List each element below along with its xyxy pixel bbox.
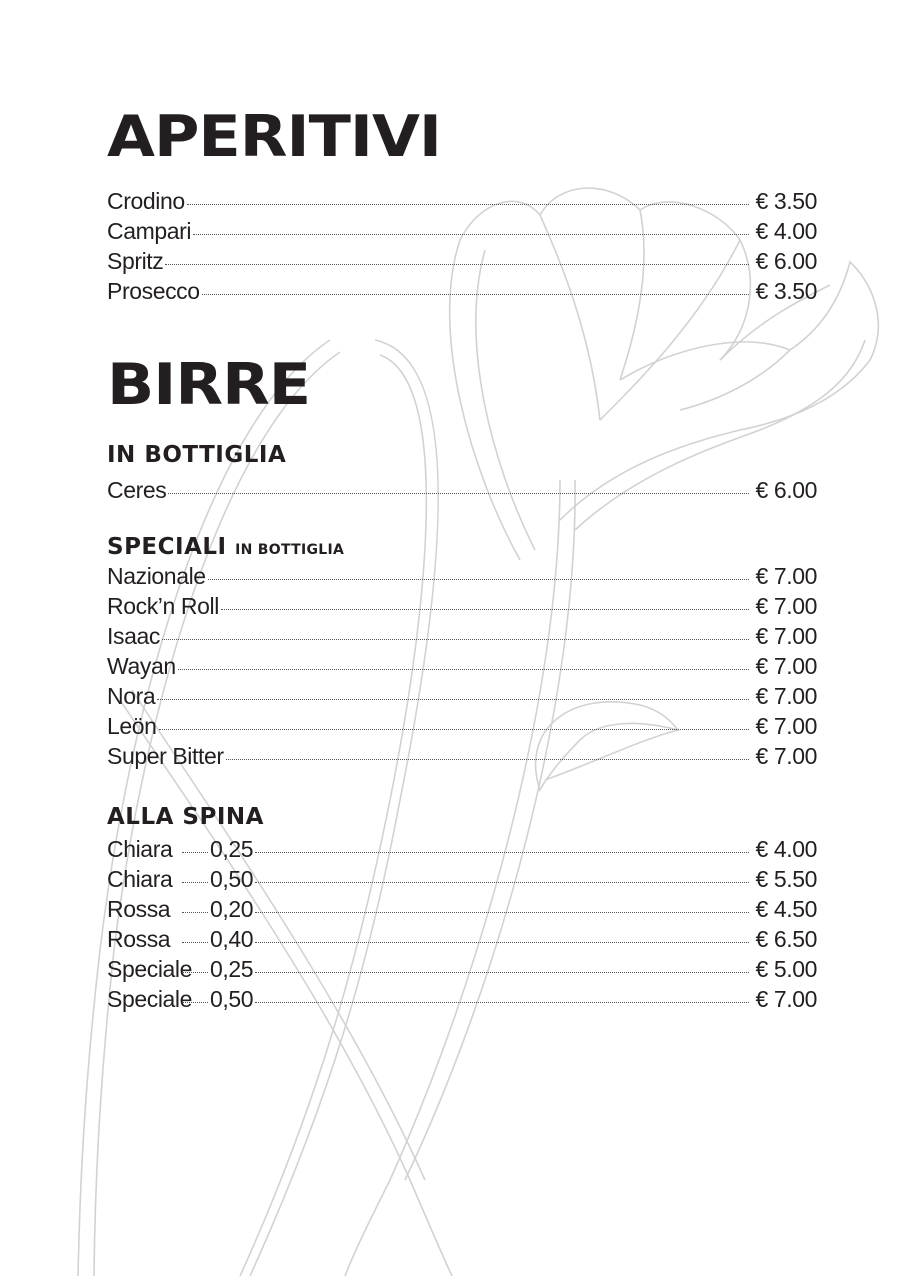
item-volume: 0,25 [210, 836, 254, 862]
item-price: € 3.50 [755, 278, 817, 304]
speciali-title: SPECIALI [107, 534, 227, 560]
item-name: Campari [107, 218, 192, 244]
item-volume: 0,20 [210, 896, 254, 922]
item-name: Wayan [107, 653, 176, 679]
menu-item [107, 894, 817, 924]
item-name: Crodino [107, 188, 185, 214]
dotted-leader [159, 729, 750, 730]
menu-item [107, 651, 817, 681]
speciali-heading [107, 536, 344, 559]
menu-item [107, 864, 817, 894]
item-price: € 5.00 [755, 956, 817, 982]
dotted-leader [202, 294, 750, 295]
item-name: Rossa [107, 896, 171, 922]
item-price: € 5.50 [755, 866, 817, 892]
item-price: € 4.00 [755, 218, 817, 244]
item-name: Rock’n Roll [107, 593, 219, 619]
item-price: € 7.00 [755, 743, 817, 769]
dotted-leader [255, 882, 749, 883]
alla-spina-heading: ALLA SPINA [107, 804, 264, 830]
item-name: Spritz [107, 248, 164, 274]
dotted-leader [255, 972, 749, 973]
menu-item [107, 711, 817, 741]
menu-item [107, 475, 817, 505]
menu-item [107, 954, 817, 984]
dotted-leader [255, 912, 749, 913]
menu-item [107, 984, 817, 1014]
dotted-leader [182, 1002, 208, 1003]
dotted-leader [182, 942, 208, 943]
birre-heading: BIRRE [107, 350, 311, 418]
item-price: € 7.00 [755, 713, 817, 739]
item-name: Nazionale [107, 563, 206, 589]
item-price: € 4.00 [755, 836, 817, 862]
item-price: € 6.50 [755, 926, 817, 952]
menu-item [107, 246, 817, 276]
item-price: € 3.50 [755, 188, 817, 214]
bottiglia-list [107, 475, 817, 505]
item-volume: 0,40 [210, 926, 254, 952]
dotted-leader [168, 493, 749, 494]
dotted-leader [182, 852, 208, 853]
dotted-leader [178, 669, 750, 670]
dotted-leader [255, 942, 749, 943]
dotted-leader [208, 579, 750, 580]
menu-item [107, 621, 817, 651]
dotted-leader [221, 609, 750, 610]
dotted-leader [165, 264, 749, 265]
item-name: Chiara [107, 866, 173, 892]
menu-item [107, 186, 817, 216]
menu-item [107, 276, 817, 306]
item-price: € 7.00 [755, 593, 817, 619]
dotted-leader [187, 204, 750, 205]
item-price: € 4.50 [755, 896, 817, 922]
menu-item [107, 741, 817, 771]
menu-item [107, 924, 817, 954]
item-volume: 0,50 [210, 866, 254, 892]
item-name: Nora [107, 683, 156, 709]
item-price: € 7.00 [755, 623, 817, 649]
menu-item [107, 681, 817, 711]
dotted-leader [226, 759, 750, 760]
item-name: Super Bitter [107, 743, 224, 769]
item-name: Isaac [107, 623, 160, 649]
item-price: € 7.00 [755, 563, 817, 589]
aperitivi-list [107, 186, 817, 306]
item-name: Speciale [107, 956, 193, 982]
dotted-leader [182, 912, 208, 913]
item-name: Chiara [107, 836, 173, 862]
item-price: € 7.00 [755, 986, 817, 1012]
menu-item [107, 591, 817, 621]
item-price: € 7.00 [755, 653, 817, 679]
dotted-leader [157, 699, 749, 700]
dotted-leader [193, 234, 749, 235]
speciali-list [107, 561, 817, 771]
dotted-leader [162, 639, 749, 640]
aperitivi-heading: APERITIVI [107, 102, 441, 170]
dotted-leader [255, 852, 749, 853]
menu-item [107, 561, 817, 591]
item-price: € 6.00 [755, 477, 817, 503]
dotted-leader [255, 1002, 749, 1003]
dotted-leader [182, 972, 208, 973]
item-volume: 0,50 [210, 986, 254, 1012]
in-bottiglia-heading: IN BOTTIGLIA [107, 442, 287, 468]
item-volume: 0,25 [210, 956, 254, 982]
item-name: Leön [107, 713, 157, 739]
dotted-leader [182, 882, 208, 883]
spina-list [107, 834, 817, 1014]
item-name: Speciale [107, 986, 193, 1012]
menu-item [107, 216, 817, 246]
item-price: € 6.00 [755, 248, 817, 274]
item-name: Prosecco [107, 278, 200, 304]
item-price: € 7.00 [755, 683, 817, 709]
speciali-subtitle: IN BOTTIGLIA [235, 542, 345, 558]
item-name: Rossa [107, 926, 171, 952]
menu-item [107, 834, 817, 864]
item-name: Ceres [107, 477, 167, 503]
